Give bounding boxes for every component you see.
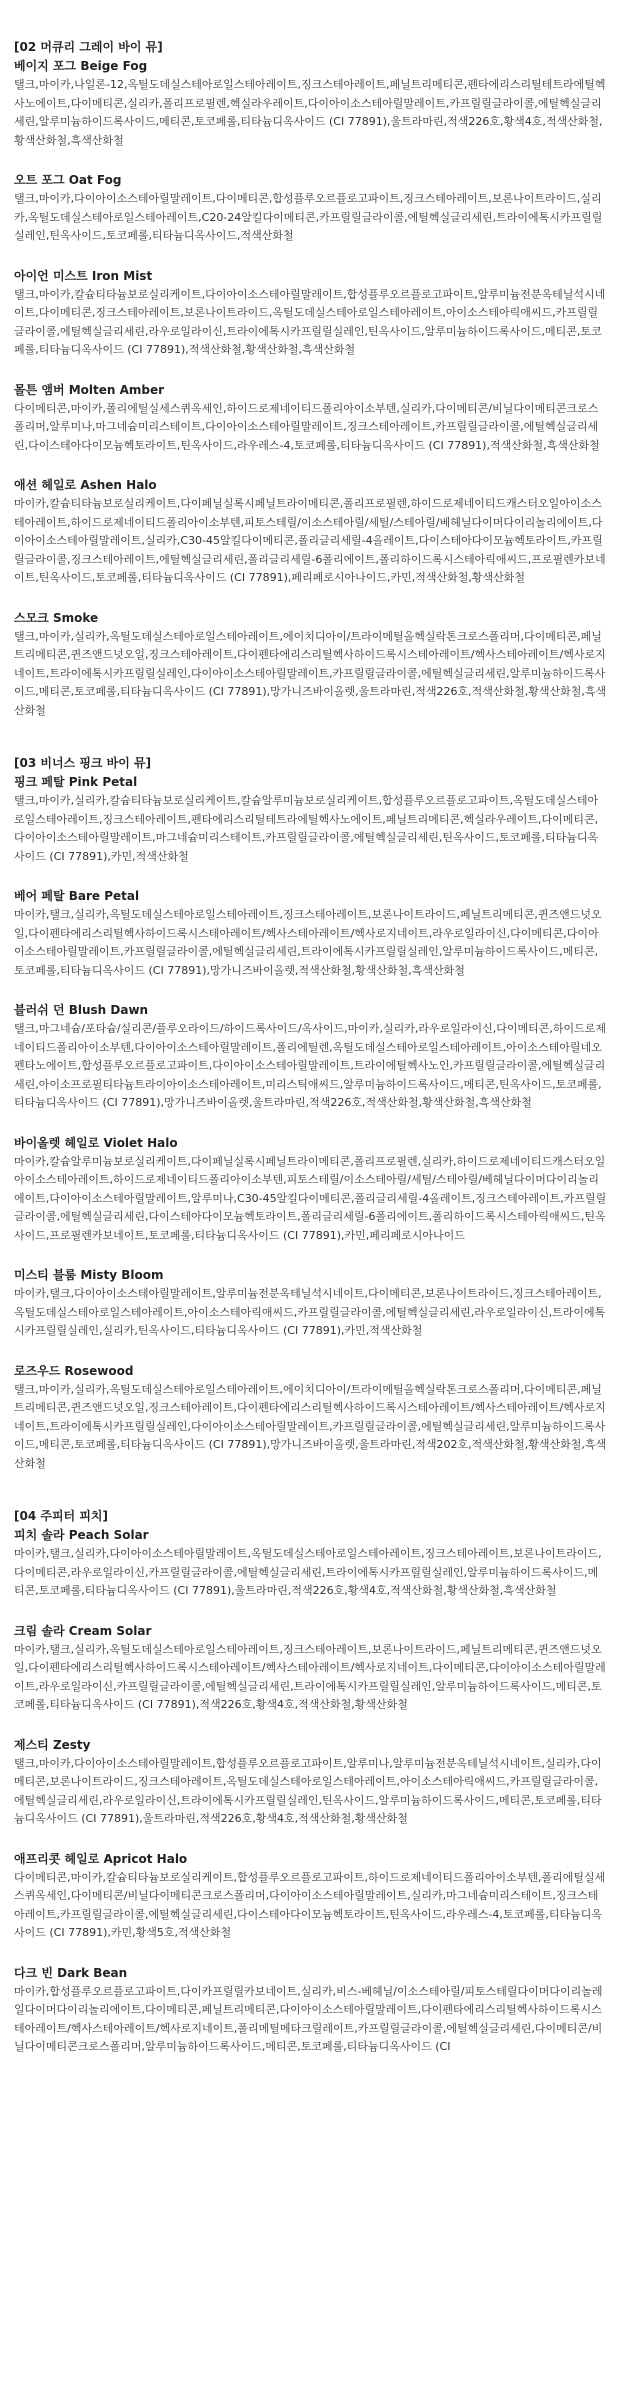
product-entry (14, 1622, 608, 1715)
product-name: 베어 페탈 Bare Petal (14, 889, 140, 903)
product-name: 베이지 포그 Beige Fog (14, 59, 148, 73)
product-ingredients: 마이카,탤크,실리카,다이아이소스테아릴말레이트,옥틸도데실스테아로일스테아레이트,징크스테아레이트,보론나이트라이드,다이메티콘,라우로일라이신,카프릴릴글라이콜,에틸헥실글리세린,트라이에톡시카프릴릴실레인,알루미늄하이드록사이드,메티콘,토코페롤,티타늄디옥사이드 (CI 77891),울트라마린,적색226호,황색4호,적색산화철,황색산화철,흑색산화철 (14, 1547, 602, 1597)
product-name: 다크 빈 Dark Bean (14, 1965, 128, 1980)
product-ingredients: 다이메티콘,마이카,폴리에틸실세스퀴옥세인,하이드로제네이티드폴리아이소부텐,실리카,다이메티콘/비닐다이메티콘크로스폴리머,알루미나,마그네슘미리스테이트,다이아이소스테아릴말레이트,징크스테아레이트,카프릴릴글라이콜,에틸헥실글리세린,다이스테아다이모늄헥토라이트,틴옥사이드,라우레스-4,토코페롤,티타늄디옥사이드 (CI 77891),적색산화철,흑색산화철 (14, 401, 600, 452)
product-ingredients: 마이카,탤크,다이아이소스테아릴말레이트,알루미늄전분옥테닐석시네이트,다이메티콘,보론나이트라이드,징크스테아레이트,옥틸도데실스테아로일스테아레이트,아이소스테아릭애씨드,카프릴릴글라이콜,에틸헥실글리세린,라우로일라이신,트라이에톡시카프릴릴실레인,실리카,틴옥사이드,티타늄디옥사이드 (CI 77891),카민,적색산화철 (14, 1287, 606, 1337)
product-name: 오트 포그 Oat Fog (14, 173, 122, 187)
product-ingredients: 탤크,마그네슘/포타슘/실리콘/플루오라이드/하이드록사이드/옥사이드,마이카,실리카,라우로일라이신,다이메티콘,하이드로제네이티드폴리아이소부텐,다이아이소스테아릴말레이트,폴리에틸렌,옥틸도데실스테아로일스테아레이트,아이소스테아릴네오펜타노에이트,합성플루오르플로고파이트,다이아이소스테아릴말레이트,트라이에틸헥사노인,카프릴릴글라이콜,에틸헥실글리세린,아이소프로필티타늄트라이아이소스테아레이트,미리스틱애씨드,알루미늄하이드록사이드,메티콘,틴옥사이드,토코페롤,티타늄디옥사이드 (CI 77891),망가니즈바이올렛,울트라마린,적색226호,적색산화철,황색산화철,흑색산화철 (14, 1022, 607, 1109)
product-entry (14, 381, 608, 456)
product-group-venus-pink (14, 754, 608, 1473)
product-name: 크림 솔라 Cream Solar (14, 1623, 152, 1638)
product-name: 블러쉬 던 Blush Dawn (14, 1003, 149, 1017)
product-ingredients: 다이메티콘,마이카,칼슘티타늄보로실리케이트,합성플루오르플로고파이트,하이드로제네이티드폴리아이소부텐,폴리에틸실세스퀴옥세인,다이메티콘/비닐다이메티콘크로스폴리머,다이아이소스테아릴말레이트,실리카,마그네슘미리스테이트,징크스테아레이트,카프릴릴글라이콜,에틸헥실글리세린,다이스테아다이모늄헥토라이트,틴옥사이드,라우레스-4,토코페롤,티타늄디옥사이드 (CI 77891),카민,황색5호,적색산화철 (14, 1870, 606, 1939)
product-name: 아이언 미스트 Iron Mist (14, 268, 153, 283)
product-name: 미스티 블룸 Misty Bloom (14, 1268, 164, 1282)
product-name: 애션 헤일로 Ashen Halo (14, 478, 157, 492)
product-ingredients: 탤크,마이카,나일론-12,옥틸도데실스테아로일스테아레이트,징크스테아레이트,페닐트리메티콘,펜타에리스리틸테트라에틸헥사노에이트,다이메티콘,실리카,폴리프로필렌,헥실라우레이트,다이아이소스테아릴말레이트,카프릴릴글라이콜,에틸헥실글리세린,알루미늄하이드록사이드,메티콘,토코페롤,티타늄디옥사이드 (CI 77891),울트라마린,적색226호,황색4호,적색산화철,황색산화철,흑색산화철 (14, 78, 606, 147)
product-entry (14, 609, 608, 721)
product-group-jupiter-peach (14, 1507, 608, 2057)
product-ingredients: 마이카,칼슘알루미늄보로실리케이트,다이페닐실록시페닐트라이메티콘,폴리프로필렌,실리카,하이드로제네이티드캐스터오일아이소스테아레이트,하이드로제네이티드폴리아이소부텐,피토스테릴/이소스테아릴/세틸/스테아릴/베헤닐다이머다이리놀리에이트,다이아이소스테아릴말레이트,알루미나,C30-45알킬다이메티콘,폴리글리세릴-4올레이트,징크스테아레이트,카프릴릴글라이콜,에틸헥실글리세린,다이스테아다이모늄헥토라이트,폴리글리세릴-6폴리에이트,폴리하이드록시스테아릭애씨드,틴옥사이드,프로필렌카보네이트,토코페롤,티타늄디옥사이드 (CI 77891),카민,페리페로시아나이드 (14, 1154, 607, 1242)
product-ingredients: 탤크,마이카,실리카,옥틸도데실스테아로일스테아레이트,에이치디아이/트라이메틸올헥실락톤크로스폴리머,다이메티콘,페닐트리메티콘,퀸즈앤드넛오일,징크스테아레이트,다이펜타에리스리틸헥사하이드록시스테아레이트/헥사스테아레이트/헥사로지네이트,트라이에톡시카프릴릴실레인,다이아이소스테아릴말레이트,카프릴릴글라이콜,에틸헥실글리세린,알루미늄하이드록사이드,메티콘,토코페롤,티타늄디옥사이드 (CI 77891),망가니즈바이올렛,울트라마린,적색202호,적색산화철,황색산화철,흑색산화철 (14, 1382, 607, 1470)
product-entry (14, 1134, 608, 1246)
product-entry (14, 1001, 608, 1113)
product-ingredients: 마이카,탤크,실리카,옥틸도데실스테아로일스테아레이트,징크스테아레이트,보론나이트라이드,페닐트리메티콘,퀸즈앤드넛오일,다이펜타에리스리틸헥사하이드록시스테아레이트/헥사스테아레이트/헥사로지네이트,다이메티콘,다이아이소스테아릴말레이트,라우로일라이신,카프릴릴글라이콜,에틸헥실글리세린,트라이에톡시카프릴릴실레인,알루미늄하이드록사이드,메티콘,토코페롤,티타늄디옥사이드 (CI 77891),적색226호,황색4호,적색산화철,황색산화철 (14, 1642, 606, 1711)
product-ingredients: 마이카,칼슘티타늄보로실리케이트,다이페닐실록시페닐트라이메티콘,폴리프로필렌,하이드로제네이티드캐스터오일아이소스테아레이트,하이드로제네이티드폴리아이소부텐,피토스테릴/이소스테아릴/세틸/스테아릴/베헤닐다이머다이리놀리에이트,다이아이소스테아릴말레이트,실리카,C30-45알킬다이메티콘,폴리글리세릴-4올레이트,다이스테아다이모늄헥토라이트,카프릴릴글라이콜,징크스테아레이트,에틸헥실글리세린,폴리글리세릴-6폴리에이트,폴리하이드록시스테아릭애씨드,프로필렌카보네이트,틴옥사이드,토코페롤,티타늄디옥사이드 (CI 77891),페리페로시아나이드,카민,적색산화철,황색산화철 (14, 497, 606, 584)
product-name: 바이올렛 헤일로 Violet Halo (14, 1135, 178, 1150)
product-name: 핑크 페탈 Pink Petal (14, 775, 138, 789)
product-entry (14, 267, 608, 360)
product-name: 애프리콧 헤일로 Apricot Halo (14, 1851, 188, 1866)
product-entry (14, 476, 608, 588)
product-entry (14, 773, 608, 866)
product-ingredients: 탤크,마이카,다이아이소스테아릴말레이트,다이메티콘,합성플루오르플로고파이트,징크스테아레이트,보론나이트라이드,실리카,옥틸도데실스테아로일스테아레이트,C20-24알킬다이메티콘,카프릴릴글라이콜,에틸헥실글리세린,트라이에톡시카프릴릴실레인,틴옥사이드,토코페롤,티타늄디옥사이드,적색산화철 (14, 192, 603, 242)
product-entry (14, 1362, 608, 1474)
product-name: 피치 솔라 Peach Solar (14, 1528, 149, 1542)
product-ingredients: 마이카,합성플루오르플로고파이트,다이카프릴릴카보네이트,실리카,비스-베헤닐/이소스테아릴/피토스테릴다이머다이리놀레일다이머다이리놀리에이트,다이메티콘,페닐트리메티콘,다이아이소스테아릴말레이트,다이펜타에리스리틸헥사하이드록시스테아레이트/헥사스테아레이트/헥사로지네이트,폴리메틸메타크릴레이트,카프릴릴글라이콜,에틸헥실글리세린,다이메티콘/비닐다이메티콘크로스폴리머,알루미늄하이드록사이드,메티콘,토코페롤,티타늄디옥사이드 (CI (14, 1984, 603, 2053)
product-name: 로즈우드 Rosewood (14, 1363, 134, 1378)
product-entry (14, 1736, 608, 1829)
product-entry (14, 887, 608, 980)
product-entry (14, 171, 608, 246)
product-name: 스모크 Smoke (14, 610, 99, 625)
group-title: [03 비너스 핑크 바이 뮤] (14, 756, 152, 770)
product-entry (14, 1964, 608, 2057)
product-name: 제스티 Zesty (14, 1737, 91, 1752)
product-entry (14, 1850, 608, 1943)
product-entry (14, 57, 608, 150)
product-name: 몰튼 앰버 Molten Amber (14, 382, 165, 397)
product-entry (14, 1266, 608, 1341)
product-ingredients: 마이카,탤크,실리카,옥틸도데실스테아로일스테아레이트,징크스테아레이트,보론나이트라이드,페닐트리메티콘,퀸즈앤드넛오일,다이펜타에리스리틸헥사하이드록시스테아레이트/헥사스테아레이트/헥사로지네이트,라우로일라이신,다이메티콘,다이아이소스테아릴말레이트,카프릴릴글라이콜,에틸헥실글리세린,트라이에톡시카프릴릴실레인,알루미늄하이드록사이드,메티콘,토코페롤,티타늄디옥사이드 (CI 77891),망가니즈바이올렛,적색산화철,황색산화철,흑색산화철 (14, 908, 602, 977)
product-ingredients: 탤크,마이카,다이아이소스테아릴말레이트,합성플루오르플로고파이트,알루미나,알루미늄전분옥테닐석시네이트,실리카,다이메티콘,보론나이트라이드,징크스테아레이트,옥틸도데실스테아로일스테아레이트,아이소스테아릭애씨드,카프릴릴글라이콜,에틸헥실글리세린,라우로일라이신,트라이에톡시카프릴릴실레인,틴옥사이드,알루미늄하이드록사이드,메티콘,토코페롤,티타늄디옥사이드 (CI 77891),울트라마린,적색226호,황색4호,적색산화철,황색산화철 (14, 1756, 602, 1825)
group-title: [02 머큐리 그레이 바이 뮤] (14, 40, 163, 54)
product-ingredients: 탤크,마이카,칼슘티타늄보로실리케이트,다이아이소스테아릴말레이트,합성플루오르플로고파이트,알루미늄전분옥테닐석시네이트,다이메티콘,징크스테아레이트,보론나이트라이드,옥틸도데실스테아로일스테아레이트,아이소스테아릭애씨드,카프릴릴글라이콜,에틸헥실글리세린,라우로일라이신,트라이에톡시카프릴릴실레인,틴옥사이드,알루미늄하이드록사이드,메티콘,토코페롤,티타늄디옥사이드 (CI 77891),적색산화철,황색산화철,흑색산화철 (14, 287, 606, 356)
product-ingredients: 탤크,마이카,실리카,옥틸도데실스테아로일스테아레이트,에이치디아이/트라이메틸올헥실락톤크로스폴리머,다이메티콘,페닐트리메티콘,퀸즈앤드넛오일,징크스테아레이트,다이펜타에리스리틸헥사하이드록시스테아레이트/헥사스테아레이트/헥사로지네이트,트라이에톡시카프릴릴실레인,다이아이소스테아릴말레이트,카프릴릴글라이콜,에틸헥실글리세린,알루미늄하이드록사이드,메티콘,토코페롤,티타늄디옥사이드 (CI 77891),망가니즈바이올렛,울트라마린,적색226호,적색산화철,황색산화철,흑색산화철 (14, 629, 607, 717)
product-ingredients: 탤크,마이카,실리카,칼슘티타늄보로실리케이트,칼슘알루미늄보로실리케이트,합성플루오르플로고파이트,옥틸도데실스테아로일스테아레이트,징크스테아레이트,펜타에리스리틸테트라에틸헥사노에이트,페닐트리메티콘,헥실라우레이트,다이메티콘,다이아이소스테아릴말레이트,마그네슘미리스테이트,카프릴릴글라이콜,에틸헥실글리세린,틴옥사이드,토코페롤,티타늄디옥사이드 (CI 77891),카민,적색산화철 (14, 794, 599, 863)
product-group-mercury-grey (14, 38, 608, 720)
group-title: [04 주피터 피치] (14, 1509, 108, 1523)
product-entry (14, 1526, 608, 1601)
